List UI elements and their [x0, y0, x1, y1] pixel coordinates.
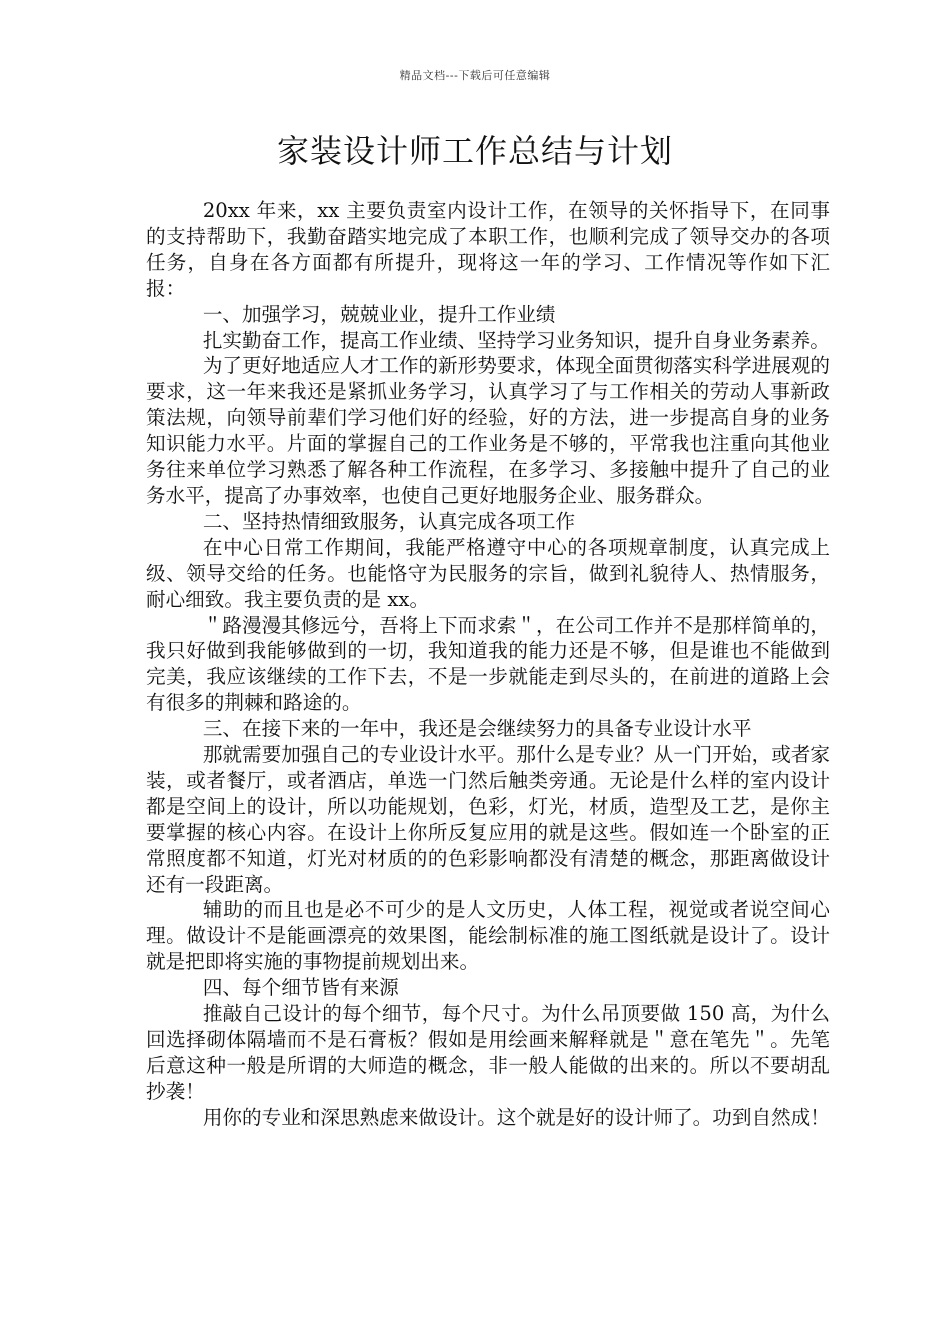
section-heading-4: 四、每个细节皆有来源 [202, 976, 399, 1000]
paragraph: 那就需要加强自己的专业设计水平。那什么是专业？从一门开始，或者家装，或者餐厅，或者酒店，单选一门然后触类旁通。无论是什么样的室内设计都是空间上的设计，所以功能规划，色彩，灯光，材质，造型及工艺，是你主要掌握的核心内容。在设计上你所反复应用的就是这些。假如连一个卧室的正常照度都不知道，灯光对材质的的色彩影响都没有清楚的概念，那距离做设计还有一段距离。 [146, 743, 830, 896]
paragraph: 推敲自己设计的每个细节，每个尺寸。为什么吊顶要做 150 高，为什么回选择砌体隔墙而不是石膏板？假如是用绘画来解释就是＂意在笔先＂。先笔后意这种一般是所谓的大师造的概念，非一般人能做的出来的。所以不要胡乱抄袭！ [146, 1002, 830, 1103]
header-note: 精品文档---下载后可任意编辑 [399, 69, 551, 82]
section-heading-3: 三、在接下来的一年中，我还是会继续努力的具备专业设计水平 [202, 717, 752, 741]
document-body [146, 198, 830, 1131]
paragraph: 扎实勤奋工作，提高工作业绩、坚持学习业务知识，提升自身业务素养。 [202, 328, 830, 352]
paragraph: 在中心日常工作期间，我能严格遵守中心的各项规章制度，认真完成上级、领导交给的任务。也能恪守为民服务的宗旨，做到礼貌待人、热情服务，耐心细致。我主要负责的是 xx。 [146, 535, 830, 611]
section-heading-1: 一、加强学习，兢兢业业，提升工作业绩 [202, 302, 556, 326]
paragraph-closing: 用你的专业和深思熟虑来做设计。这个就是好的设计师了。功到自然成！ [202, 1105, 830, 1129]
paragraph: 为了更好地适应人才工作的新形势要求，体现全面贯彻落实科学进展观的要求，这一年来我还是紧抓业务学习，认真学习了与工作相关的劳动人事新政策法规，向领导前辈们学习他们好的经验，好的方法，进一步提高自身的业务知识能力水平。片面的掌握自己的工作业务是不够的，平常我也注重向其他业务往来单位学习熟悉了解各种工作流程，在多学习、多接触中提升了自己的业务水平，提高了办事效率，也使自己更好地服务企业、服务群众。 [146, 354, 830, 507]
section-heading-2: 二、坚持热情细致服务，认真完成各项工作 [202, 509, 576, 533]
document-title: 家装设计师工作总结与计划 [276, 132, 673, 170]
paragraph-intro: 20xx 年来，xx 主要负责室内设计工作，在领导的关怀指导下，在同事的支持帮助下，我勤奋踏实地完成了本职工作，也顺利完成了领导交办的各项任务，自身在各方面都有所提升，现将这一年的学习、工作情况等作如下汇报： [146, 199, 830, 300]
paragraph: ＂路漫漫其修远兮，吾将上下而求索＂，在公司工作并不是那样简单的，我只好做到我能够做到的一切，我知道我的能力还是不够，但是谁也不能做到完美，我应该继续的工作下去，不是一步就能走到尽头的，在前进的道路上会有很多的荆棘和路途的。 [146, 613, 830, 715]
paragraph: 辅助的而且也是必不可少的是人文历史，人体工程，视觉或者说空间心理。做设计不是能画漂亮的效果图，能绘制标准的施工图纸就是设计了。设计就是把即将实施的事物提前规划出来。 [146, 898, 830, 974]
